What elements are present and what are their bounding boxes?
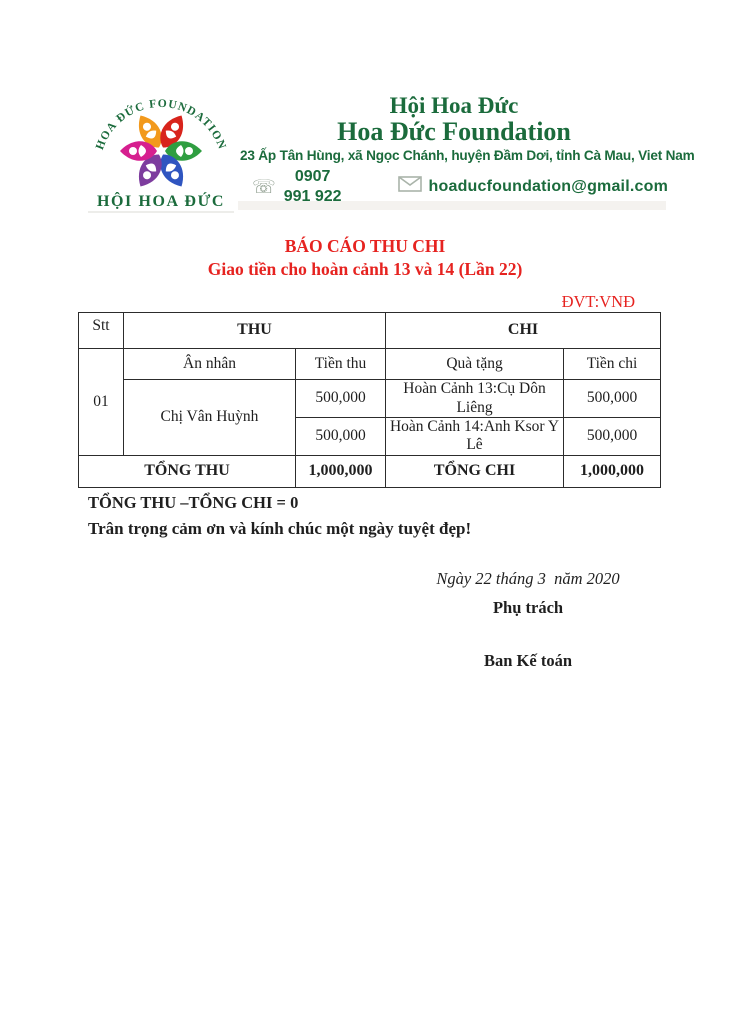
subheader-qua-tang: Quà tặng (386, 349, 564, 380)
org-phone-number: 0907 991 922 (283, 168, 342, 205)
currency-unit-label: ĐVT:VNĐ (561, 292, 635, 311)
table-total-row (79, 455, 661, 487)
telephone-icon: ☏ (252, 176, 276, 198)
table-header-row (79, 313, 661, 349)
org-email: hoaducfoundation@gmail.com (428, 178, 668, 195)
cell-row-number: 01 (79, 349, 124, 456)
petal-figure-head (185, 147, 193, 155)
org-header (240, 93, 695, 207)
cell-qua-tang: Hoàn Cảnh 14:Anh Ksor Y Lê (386, 418, 564, 456)
org-name-english: Hoa Đức Foundation (337, 117, 571, 146)
cell-donor: Chị Vân Huỳnh (124, 380, 296, 456)
table-subheader-row (79, 349, 661, 380)
cell-total-chi-value: 1,000,000 (564, 455, 661, 487)
report-date: Ngày 22 tháng 3 năm 2020 (436, 569, 620, 588)
header-stt: Stt (79, 313, 124, 349)
header-chi: CHI (386, 313, 661, 349)
envelope-icon (398, 176, 422, 198)
foundation-logo (86, 84, 236, 214)
report-title: BÁO CÁO THU CHI (284, 236, 446, 256)
report-subtitle: Giao tiền cho hoàn cảnh 13 và 14 (Lần 22) (207, 259, 523, 279)
logo-arc-text: HOA ĐỨC FOUNDATION (93, 96, 229, 152)
balance-statement: TỔNG THU –TỔNG CHI = 0 (88, 493, 299, 512)
cell-tien-thu: 500,000 (296, 418, 386, 456)
header-thu: THU (124, 313, 386, 349)
cell-tien-chi: 500,000 (564, 418, 661, 456)
cell-total-thu-label: TỔNG THU (79, 455, 296, 487)
thanks-statement: Trân trọng cảm ơn và kính chúc một ngày tuyệt đẹp! (88, 519, 472, 538)
table-row (79, 380, 661, 418)
svg-text:HOA ĐỨC FOUNDATION (93, 97, 229, 152)
signature-block (418, 569, 638, 671)
cell-tien-chi: 500,000 (564, 380, 661, 418)
subheader-an-nhan: Ân nhân (124, 349, 296, 380)
sign-role-ban-ke-toan: Ban Kế toán (483, 651, 572, 670)
subheader-tien-chi: Tiền chi (564, 349, 661, 380)
org-address: 23 Ấp Tân Hùng, xã Ngọc Chánh, huyện Đầm Dơi, tỉnh Cà Mau, Viet Nam (240, 148, 695, 163)
thu-chi-table (78, 312, 661, 488)
logo-bottom-text: HỘI HOA ĐỨC (96, 193, 226, 210)
sign-role-phu-trach: Phụ trách (492, 598, 564, 617)
flower-logo-icon (86, 84, 236, 214)
org-contact-line (240, 167, 668, 207)
subheader-tien-thu: Tiền thu (296, 349, 386, 380)
cell-qua-tang: Hoàn Cảnh 13:Cụ Dôn Liêng (386, 380, 564, 418)
cell-total-thu-value: 1,000,000 (296, 455, 386, 487)
cell-total-chi-label: TỔNG CHI (386, 455, 564, 487)
org-name-vietnamese: Hội Hoa Đức (389, 93, 519, 118)
cell-tien-thu: 500,000 (296, 380, 386, 418)
petal-figure-head (129, 147, 137, 155)
flower-petals-icon (120, 111, 202, 192)
